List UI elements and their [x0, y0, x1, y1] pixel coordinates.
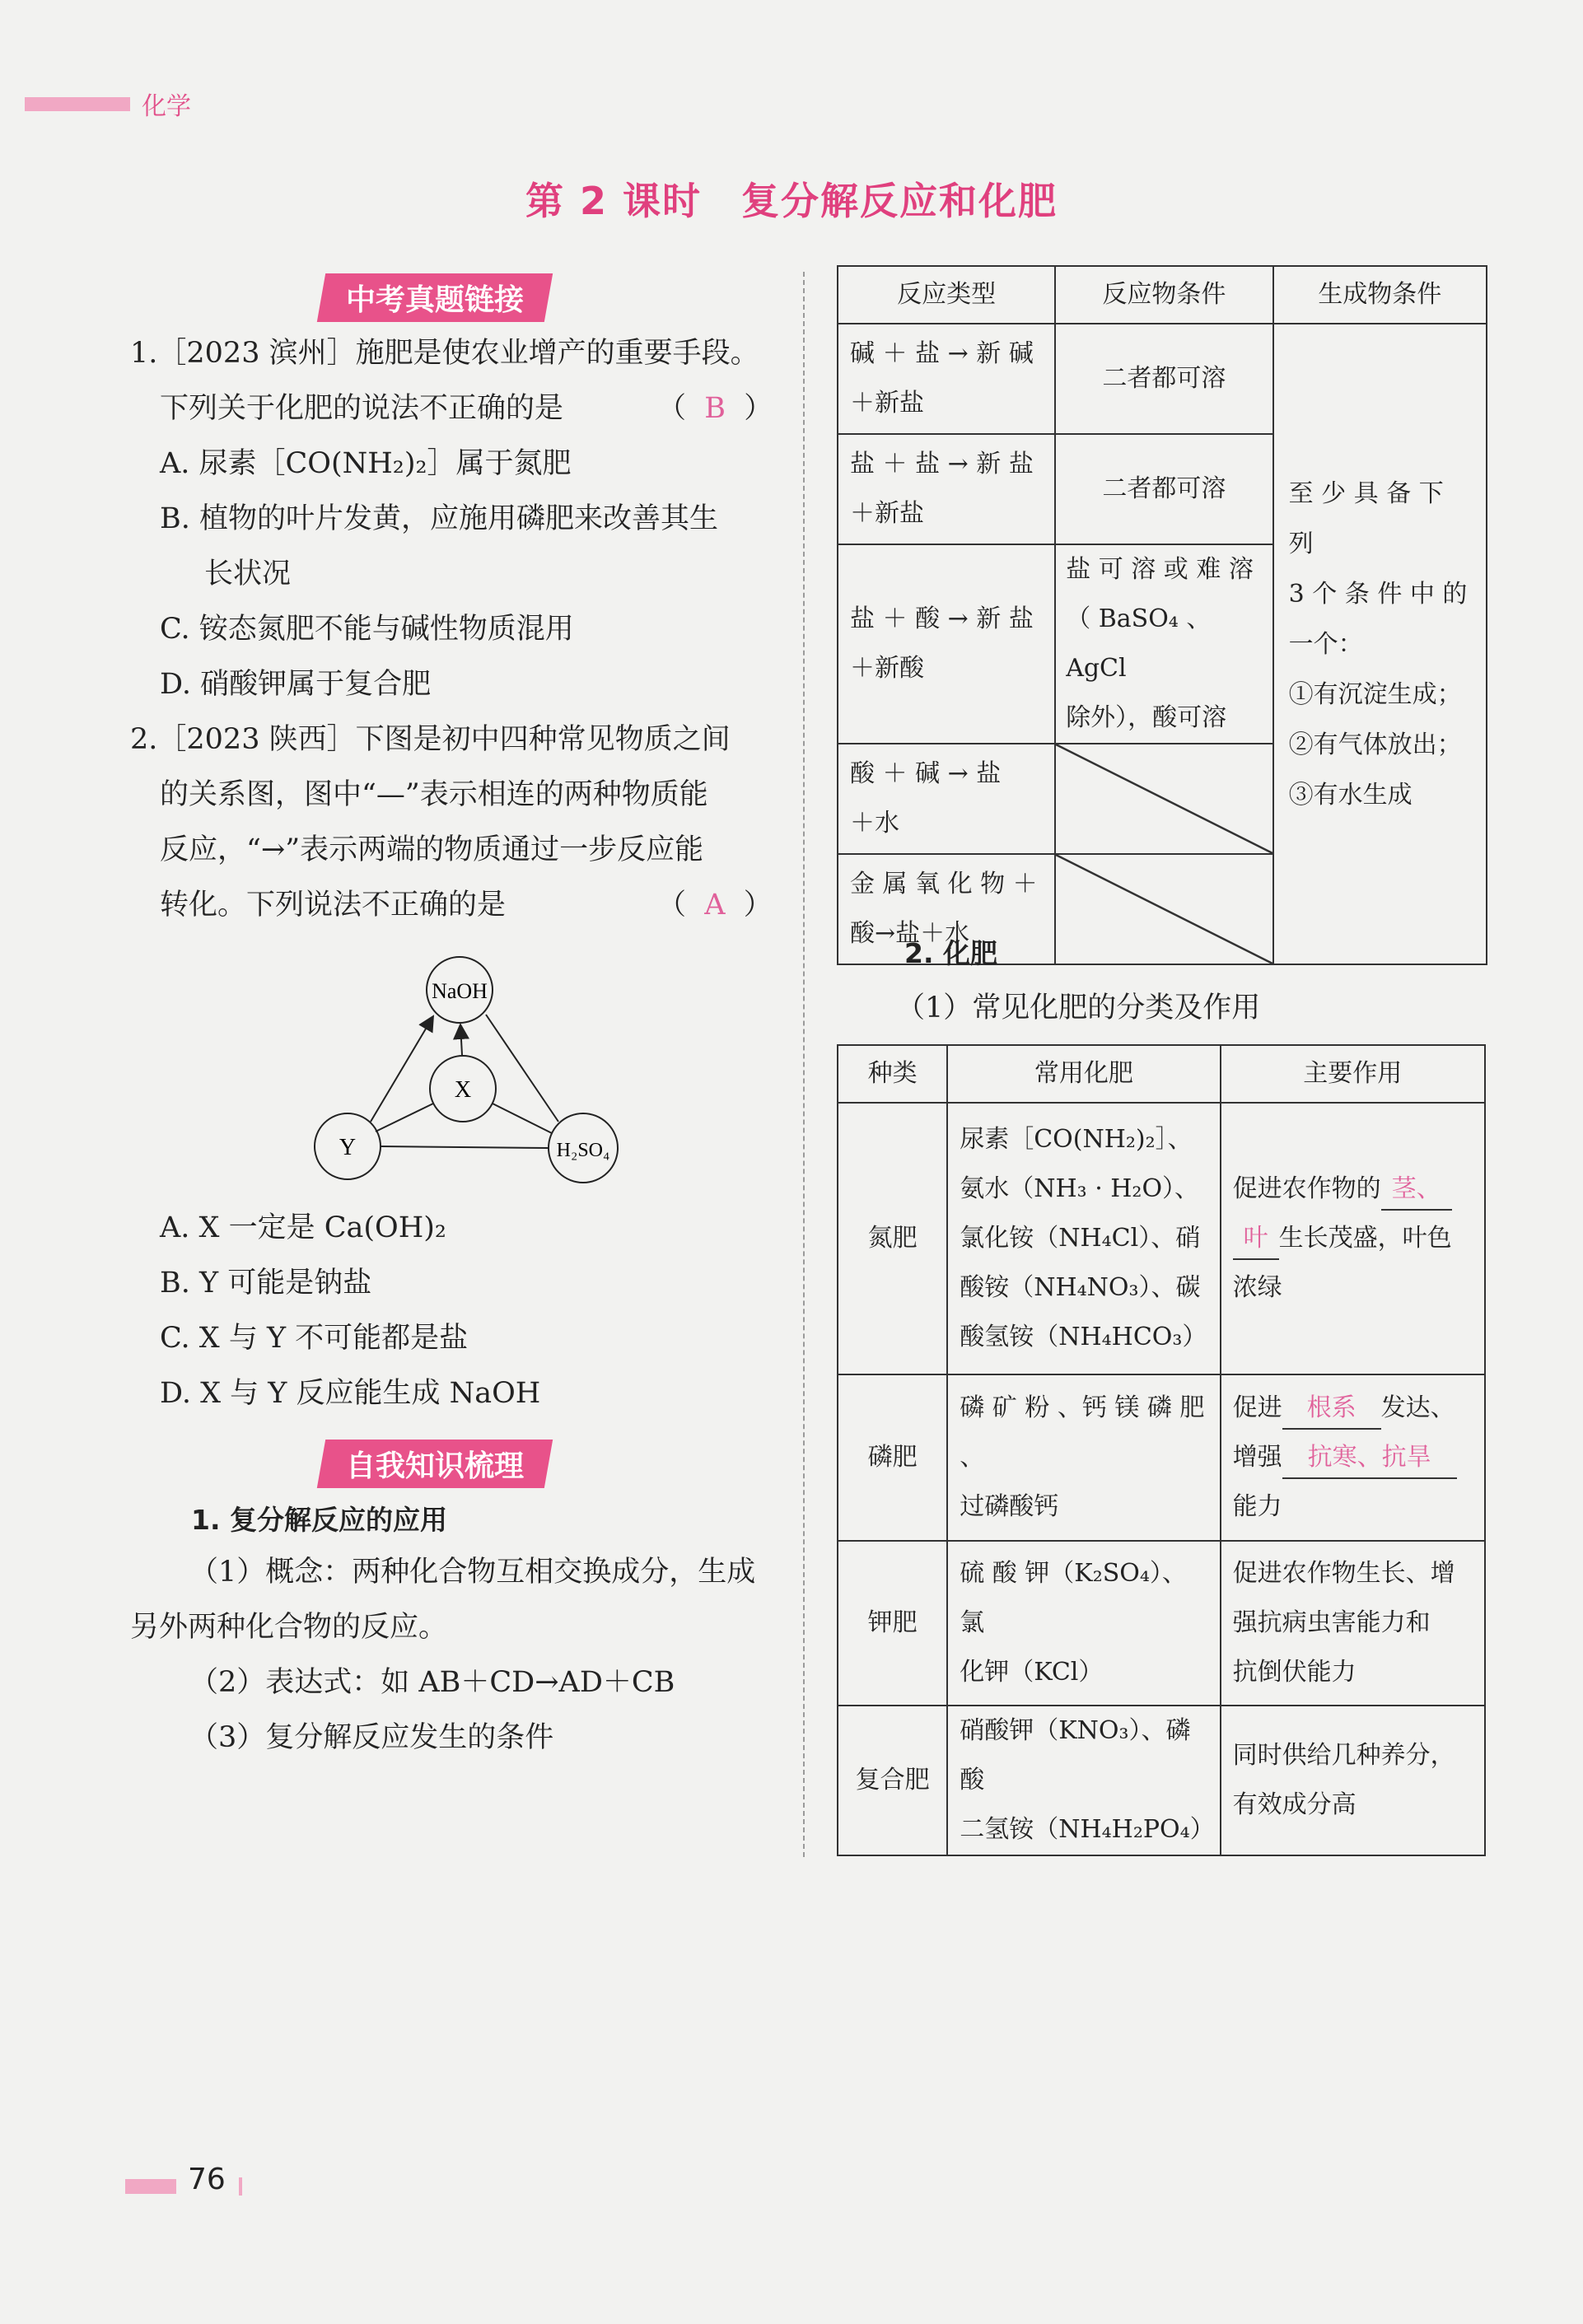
reaction-type-line: ＋新盐	[850, 389, 924, 418]
q1-option-d: D. 硝酸钾属于复合肥	[160, 668, 432, 701]
answer-blank-stem: 茎、	[1381, 1169, 1452, 1211]
reaction-type-cell	[838, 744, 1055, 854]
fertilizer-kind-cell: 钾肥	[838, 1541, 947, 1706]
q1-stem-line2	[130, 381, 781, 436]
line-y-h2so4	[381, 1146, 549, 1148]
table-row	[838, 1374, 1485, 1541]
table1-header-reactant: 反应物条件	[1055, 266, 1272, 324]
effect-line	[1233, 1164, 1473, 1214]
label-y: Y	[339, 1135, 357, 1160]
answer-blank-root: 根系	[1282, 1388, 1381, 1430]
expression-line: （2）表达式：如 AB＋CD→AD＋CB	[189, 1666, 675, 1699]
knowledge-1-body	[130, 1545, 781, 1766]
column-divider	[803, 272, 805, 1857]
fertilizer-subheading: （1）常见化肥的分类及作用	[896, 992, 1261, 1024]
answer-blank-resistance: 抗寒、抗旱	[1282, 1438, 1457, 1479]
fertilizer-effect-cell	[1221, 1103, 1485, 1374]
reaction-type-line: ＋新盐	[850, 499, 924, 528]
line-x-h2so4	[493, 1104, 552, 1133]
fertilizer-line: 氨水（NH₃ · H₂O）、	[960, 1174, 1200, 1203]
fertilizer-line: 酸氢铵（NH₄HCO₃）	[960, 1323, 1207, 1351]
subject-label: 化学	[142, 92, 191, 121]
effect-line	[1233, 1214, 1473, 1263]
reactant-condition-line: 盐 可 溶 或 难 溶	[1066, 555, 1254, 584]
effect-line: 强抗病虫害能力和	[1232, 1608, 1431, 1637]
fertilizer-effect-cell	[1221, 1541, 1485, 1706]
fertilizer-line: 二氢铵（NH₄H₂PO₄）	[960, 1815, 1215, 1844]
reaction-type-line: 盐 ＋ 酸 → 新 盐	[850, 604, 1034, 633]
q1-stem-text: 下列关于化肥的说法不正确的是	[160, 392, 564, 425]
fertilizer-kind-cell: 磷肥	[838, 1374, 947, 1541]
condition-line: （3）复分解反应发生的条件	[189, 1721, 554, 1754]
table1-header-product: 生成物条件	[1273, 266, 1487, 324]
reaction-type-cell	[838, 324, 1055, 434]
fertilizer-list-cell	[947, 1541, 1220, 1706]
reactant-condition-cell	[1055, 544, 1272, 744]
label-x: X	[454, 1077, 472, 1103]
effect-line: 浓绿	[1232, 1273, 1282, 1302]
q1-option-a: A. 尿素［CO(NH₂)₂］属于氮肥	[160, 447, 572, 480]
q2-stem-line2: 的关系图，图中“—”表示相连的两种物质能	[160, 778, 708, 811]
reaction-type-line: ＋水	[850, 809, 899, 838]
footer-accent-bar	[125, 2179, 176, 2194]
arrow-x-to-naoh	[460, 1024, 462, 1055]
q1-option-b-cont: 长状况	[204, 558, 292, 590]
effect-line: 能力	[1232, 1492, 1282, 1521]
effect-line: 有效成分高	[1232, 1790, 1357, 1819]
knowledge-heading-2: 2. 化肥	[904, 937, 997, 969]
fertilizer-line: 硫 酸 钾（K₂SO₄）、氯	[960, 1559, 1187, 1637]
table2-header-kind: 种类	[838, 1045, 947, 1103]
fertilizer-kind-cell: 氮肥	[838, 1103, 947, 1374]
q2-option-d: D. X 与 Y 反应能生成 NaOH	[160, 1377, 541, 1410]
empty-diagonal-cell	[1055, 854, 1272, 964]
product-condition-cell	[1273, 324, 1487, 964]
relationship-diagram	[297, 947, 642, 1194]
q1-answer-bracket: （ B ）	[657, 392, 773, 425]
product-line: 3 个 条 件 中 的	[1288, 579, 1468, 609]
section-label-knowledge: 自我知识梳理	[317, 1440, 553, 1488]
fertilizer-effect-cell	[1221, 1374, 1485, 1541]
table1-header-type: 反应类型	[838, 266, 1055, 324]
label-naoh: NaOH	[432, 979, 488, 1003]
reaction-type-cell	[838, 544, 1055, 744]
effect-line	[1233, 1384, 1473, 1433]
fertilizer-line: 尿素［CO(NH₂)₂］、	[960, 1125, 1193, 1154]
question-1	[130, 326, 781, 933]
empty-diagonal-cell	[1055, 744, 1272, 854]
product-line: ③有水生成	[1288, 780, 1413, 810]
table-row	[838, 1541, 1485, 1706]
q1-option-c: C. 铵态氮肥不能与碱性物质混用	[160, 613, 574, 646]
fertilizer-line: 磷 矿 粉 、钙 镁 磷 肥 、	[960, 1393, 1205, 1472]
fertilizer-effect-cell	[1221, 1706, 1485, 1855]
fertilizer-list-cell	[947, 1374, 1220, 1541]
effect-line: 抗倒伏能力	[1232, 1658, 1357, 1687]
table1-header-row	[838, 266, 1487, 324]
header-accent-bar	[25, 97, 130, 111]
effect-line: 促进农作物生长、增	[1232, 1559, 1455, 1588]
reactant-condition-line: （ BaSO₄ 、 AgCl	[1066, 604, 1212, 683]
q2-stem-line3: 反应，“→”表示两端的物质通过一步反应能	[160, 833, 704, 866]
effect-text: 增强	[1232, 1443, 1282, 1472]
effect-line: 同时供给几种养分，	[1232, 1741, 1455, 1770]
fertilizer-line: 过磷酸钙	[960, 1492, 1059, 1521]
effect-text: 生长茂盛，叶色	[1278, 1224, 1452, 1253]
fertilizer-kind-cell: 复合肥	[838, 1706, 947, 1855]
section-label-exam: 中考真题链接	[317, 273, 553, 322]
reaction-type-cell	[838, 434, 1055, 544]
reactant-condition-cell: 二者都可溶	[1055, 324, 1272, 434]
q1-answer: B	[704, 392, 726, 425]
fertilizer-line: 氯化铵（NH₄Cl）、硝	[960, 1224, 1201, 1253]
answer-blank-leaf: 叶	[1233, 1219, 1279, 1260]
fertilizer-table	[837, 1044, 1486, 1856]
table-row	[838, 324, 1487, 434]
fertilizer-line: 酸铵（NH₄NO₃）、碳	[960, 1273, 1201, 1302]
table2-header-fertilizers: 常用化肥	[947, 1045, 1220, 1103]
reaction-type-line: 酸 ＋ 碱 → 盐	[850, 759, 1002, 788]
table-row	[838, 1103, 1485, 1374]
reaction-type-line: 碱 ＋ 盐 → 新 碱	[850, 339, 1034, 368]
effect-text: 发达、	[1380, 1393, 1455, 1422]
page-title: 第 2 课时 复分解反应和化肥	[525, 179, 1058, 223]
page-number: 76	[188, 2163, 226, 2196]
q2-stem-line1: 2.［2023 陕西］下图是初中四种常见物质之间	[130, 723, 731, 756]
q2-option-a: A. X 一定是 Ca(OH)₂	[160, 1211, 446, 1244]
effect-text: 促进农作物的	[1232, 1174, 1381, 1203]
fertilizer-line: 化钾（KCl）	[960, 1658, 1104, 1687]
reactant-condition-line: 除外），酸可溶	[1066, 703, 1227, 732]
product-line: 一个：	[1288, 629, 1363, 659]
q2-answer: A	[704, 889, 726, 922]
product-line: ②有气体放出；	[1288, 730, 1462, 759]
concept-line1: （1）概念：两种化合物互相交换成分，生成	[189, 1556, 756, 1589]
product-line: ①有沉淀生成；	[1288, 679, 1462, 709]
fertilizer-list-cell	[947, 1706, 1220, 1855]
q2-answer-bracket: （ A ）	[657, 889, 773, 922]
concept-line2: 另外两种化合物的反应。	[130, 1611, 448, 1644]
footer-accent-tick	[239, 2177, 242, 2196]
knowledge-heading-1: 1. 复分解反应的应用	[191, 1504, 447, 1536]
effect-text: 促进	[1232, 1393, 1282, 1422]
reactant-condition-cell: 二者都可溶	[1055, 434, 1272, 544]
label-h2so4: H₂SO₄	[556, 1140, 610, 1161]
q2-stem-text: 转化。下列说法不正确的是	[160, 889, 507, 922]
arrow-y-to-naoh	[371, 1016, 433, 1122]
q2-option-b: B. Y 可能是钠盐	[160, 1267, 372, 1300]
q2-option-c: C. X 与 Y 不可能都是盐	[160, 1322, 469, 1355]
q1-option-b: B. 植物的叶片发黄，应施用磷肥来改善其生	[160, 502, 718, 535]
q2-stem-line4	[130, 878, 781, 933]
reaction-type-line: 金 属 氧 化 物 ＋	[850, 870, 1038, 898]
product-line: 至 少 具 备 下 列	[1288, 478, 1444, 558]
table-row	[838, 1706, 1485, 1855]
reaction-type-line: ＋新酸	[850, 654, 924, 683]
reaction-type-line: 酸→盐＋水	[850, 919, 970, 948]
reaction-type-line: 盐 ＋ 盐 → 新 盐	[850, 450, 1034, 478]
fertilizer-list-cell	[947, 1103, 1220, 1374]
q1-stem-line1: 1.［2023 滨州］施肥是使农业增产的重要手段。	[130, 337, 759, 370]
table2-header-row	[838, 1045, 1485, 1103]
table2-header-effect: 主要作用	[1221, 1045, 1485, 1103]
effect-line	[1233, 1433, 1473, 1482]
fertilizer-line: 硝酸钾（KNO₃）、磷酸	[960, 1716, 1191, 1794]
line-x-y	[376, 1104, 433, 1132]
reaction-condition-table	[837, 265, 1487, 965]
q2-options	[160, 1201, 786, 1421]
